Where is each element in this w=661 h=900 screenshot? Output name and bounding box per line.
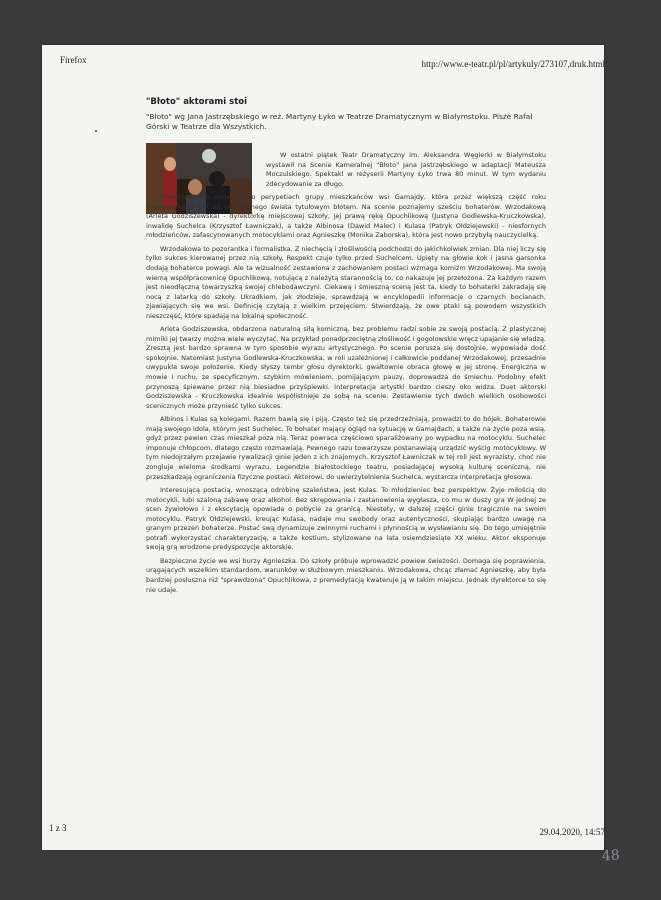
browser-name: Firefox: [60, 55, 87, 65]
article-body: [146, 151, 546, 599]
handwritten-page-number: 48: [601, 847, 621, 865]
page-counter: 1 z 3: [49, 823, 67, 833]
dot-mark: [95, 130, 97, 132]
printed-sheet: [42, 45, 621, 865]
article-paragraph: Interesującą postacią, wnoszącą odrobinę szaleństwa, jest Kulas. To młodzieniec bez perspektyw. Żyje miłością do motocykli, lubi szaloną zabawę oraz alkohol. Bez skrępowania i zastanowienia wygłasza, co mu w duszy gra W jednej ze scen żywiołowo i z ekscytacją opowiada o pobycie za granicą. Niestety, w dalszej części ginie tragicznie na swoim motocyklu. Patryk Ołdziejewski, kreując Kulasa, nadaje mu swobody oraz autentyczności, skupiając bardzo uwagę na granym przezeń bohaterze. Postać swą dynamizuje zwinnymi ruchami i płynnością w wysławianiu się. Do tego umiejętnie potrafi wykorzystać charakteryzację, a także kostium, stylizowane na lata osiemdziesiąte XX wieku. Aktor eksponuje swoją grą wrodzone predyspozycje aktorskie.: [146, 486, 546, 552]
article-title: "Błoto" aktorami stoi: [146, 97, 248, 107]
article-paragraph: Arleta Godziszewska, obdarzona naturalną siłą komiczną, bez problemu radzi sobie ze swoją postacią. Z plastycznej mimiki jej twarzy można wiele wyczytać. Na przykład ponadprzeciętną złośliwość i gogolowskie wręcz upajanie się władzą. Zresztą jest bardzo sprawna w tym sposobie wyrazu artystycznego. Po scenie porusza się dostojnie, wypowiada dość spokojnie. Natomiast Justyna Godlewska-Kruczkowska, w roli uzależnionej i całkowicie poddanej Wrzodakowej, przesadnie uwypukla swoje położenie. Kiedy słyszy tembr głosu dyrektorki, gwałtownie obraca głowę w jej stronę. Energiczna w mowie i ruchu, ze specyficznym, szybkim mówieniem, pomijającym pauzy, doprowadza do śmiechu. Podobny efekt przynoszą śpiewane przez nią biesiadne przyśpiewki. Interpretacja artystki bardzo cieszy oko widza. Duet aktorski Godziszewska - Kruczkowska idealnie współistnieje ze sobą na scenie. Zestawienie tych dwóch wielkich osobowości scenicznych może przynieść tylko sukces.: [146, 325, 546, 410]
article-paragraph: Albinos i Kulas są kolegami. Razem bawią się i piją. Często też się przedrzeźniają, prowadzi to do bójek. Bohaterowie mają swojego idola, którym jest Suchelec. To bohater mający ogląd na sytuację w Gamajdach, a także na życie poza wsią, gdyż przez pewien czas mieszkał poza nią. Teraz powraca częściowo sparaliżowany po wypadku na motocyklu. Suchelec imponuje chłopcom, dlatego często rozmawiają. Pewnego razu towarzysze postanawiają urządzić wyścig motocyklowy. W tym niedojrzałym przejawie rywalizacji ginie jeden z ich znajomych. Krzysztof Ławniczak w tej roli jest wyrazisty, choć nie zongluje wieloma środkami wyrazu. Legendzie białostockiego teatru, posiadającej wysoką kulturę sceniczną, nie przeszkadzają ograniczenia fizyczne postaci. Aktorowi, do uwierzytelnienia Suchelca, wystarcza interpretacja głosowa.: [146, 415, 546, 481]
print-url: http://www.e-teatr.pl/pl/artykuly/273107,druk.html: [421, 59, 605, 69]
article-lead: "Błoto" wg Jana Jastrzębskiego w reż. Martyny Łyko w Teatrze Dramatycznym w Białymstoku. Pisze Rafał Górski w Teatrze dla Wszystkich.: [146, 112, 533, 131]
article-paragraph: Wrzodakowa to pozorantka i formalistka. Z niechęcią i złośliwością podchodzi do jakichkolwiek zmian. Dla niej liczy się tylko sukces kierowanej przez nią szkoły. Respekt czuje tylko przed Suchelcem. Upięty na głowie kok i jasna garsonka dodają bohaterce powagi. Ale ta wizualność zestawiona z zachowaniem postaci wzmaga komizm Wrzodakowej. Ma swoją wierną współpracownicę Opuchlikową, notującą z należytą starannością to, co nakazuje jej przełożona. Za każdym razem jest nieodłączną towarzyszką swojej chlebodawczyni. Ciekawą i śmieszną sceną jest ta, kiedy to bohaterki zakradają się nocą z latarką do szkoły. Ukradkiem, jak złodzieje, sprawdzają w encyklopedii informacje o czarnych bocianach, zjawiających się we wsi. Definicję czytają z wielkim przejęciem. Stwierdzają, że owe ptaki są powodem wszystkich nieszczęść, które spadają na lokalną społeczność.: [146, 244, 546, 320]
article-paragraph: W ostatni piątek Teatr Dramatyczny im. Aleksandra Węgierki w Białymstoku wystawił na Scenie Kameralnej "Błoto" Jana Jastrzębskiego w adaptacji Mateusza Moczulskiego. Spektakl w reżyserii Martyny Łyko trwa 80 minut. W tym wydaniu zdecydowanie za długo.: [266, 151, 546, 188]
article-paragraph: Bezpieczne życie we wsi burzy Agnieszka. Do szkoły próbuje wprowadzić powiew świeżości. Domaga się poprawienia, urągających wszelkim standardom, warunków w służbowym mieszkaniu. Wrzodakowa, chcąc złamać Agnieszkę, aby była bardziej posłuszna niż "sprawdzona" Opuchlikowa, z premedytacją kwateruje ją w takim miejscu. Jednak dyrektorce to się nie udaje.: [146, 556, 546, 594]
article-paragraph: Przedstawienie opowiada o perypetiach grupy mieszkańców wsi Gamajdy, która przez większą część roku odseparowana jest od tak zwanego świata tytułowym błotem. Na scenie poznajemy sześciu bohaterów. Wrzodakową (Arleta Godziszewska) - dyrektorkę miejscowej szkoły, jej prawą rękę Opuchlikową (Justyna Godlewska-Kruczkowska), inwalidę Suchelca (Krzysztof Ławniczak), a także Albinosa (Dawid Malec) i Kulasa (Patryk Ołdziejewski) - niesfornych młodzieńców, zafascynowanych motocyklami oraz Agnieszkę (Monika Zaborska), która jest nowo przybyłą nauczycielką.: [146, 193, 546, 240]
print-datetime: 29.04.2020, 14:57: [539, 827, 605, 837]
